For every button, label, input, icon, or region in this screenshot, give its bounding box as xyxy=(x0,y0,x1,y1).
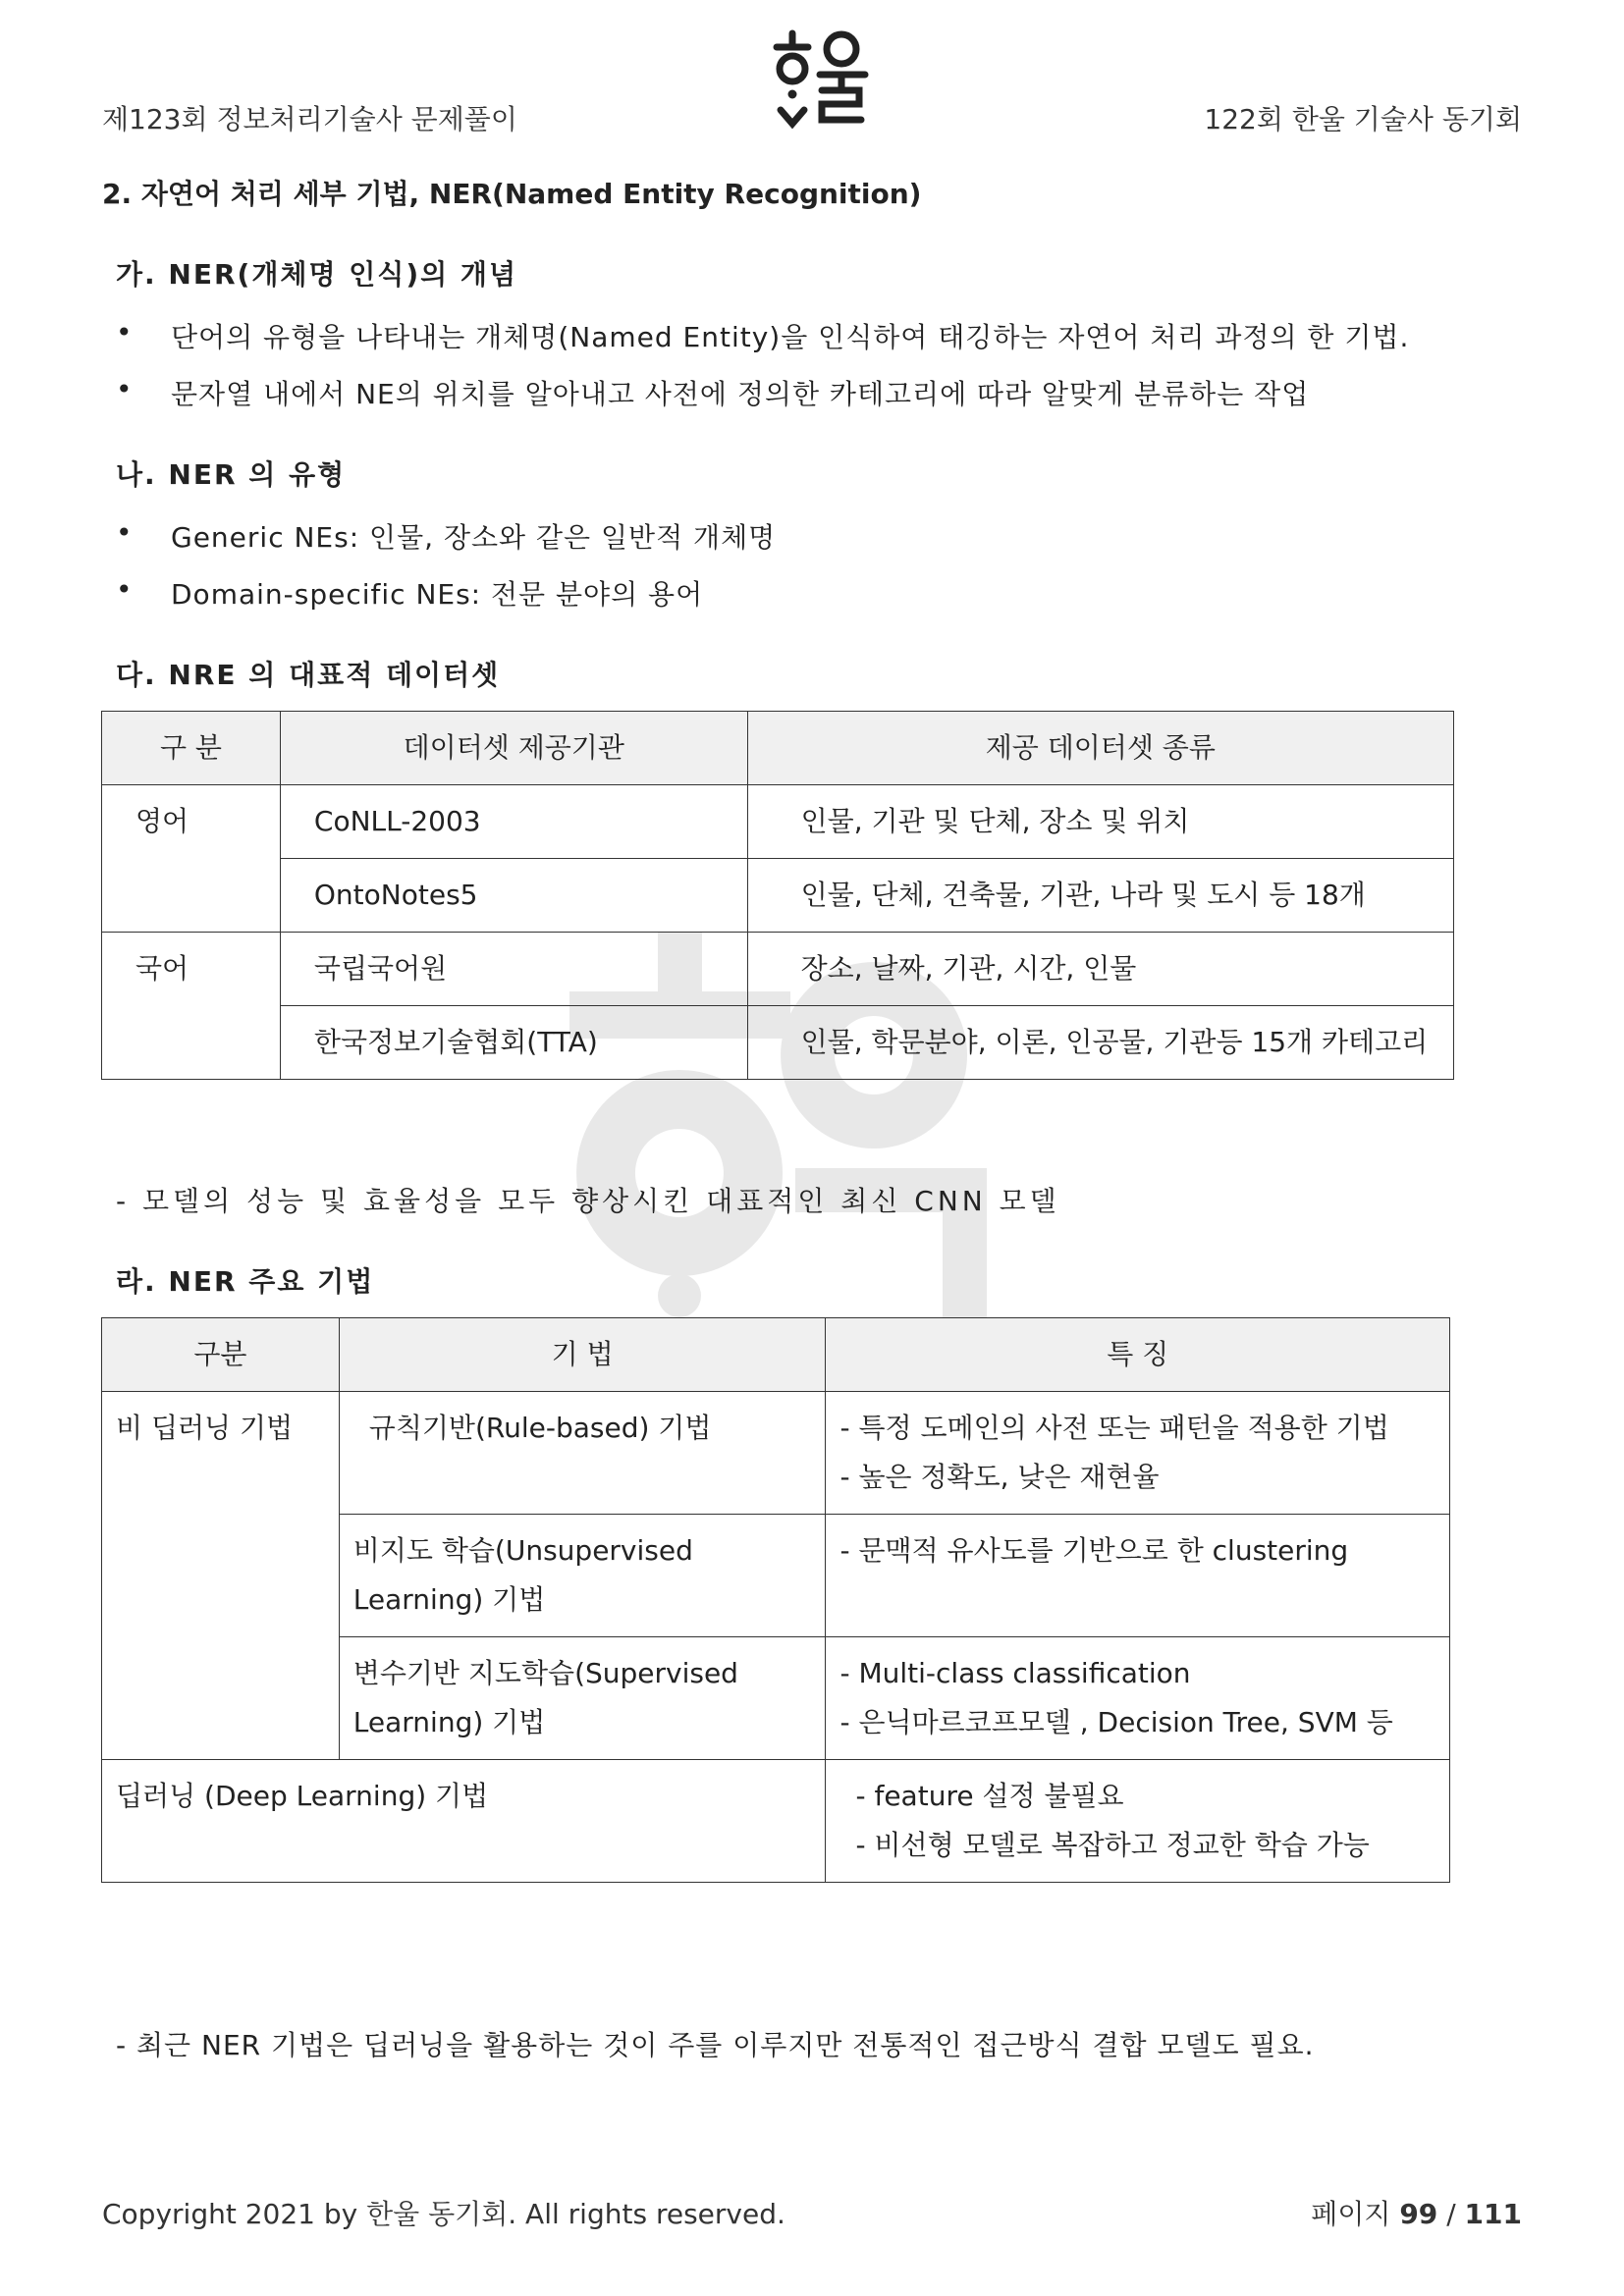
types-cell: 인물, 기관 및 단체, 장소 및 위치 xyxy=(747,785,1453,859)
feature-item: - 비선형 모델로 복잡하고 정교한 학습 가능 xyxy=(855,1829,1370,1861)
header-left: 제123회 정보처리기술사 문제풀이 xyxy=(102,103,517,135)
dl-label: 딥러닝 (Deep Learning) 기법 xyxy=(102,1760,826,1883)
footer-copyright: Copyright 2021 by 한울 동기회. All rights reserved. xyxy=(102,2198,785,2230)
group-label-korean: 국어 xyxy=(102,933,281,1080)
feature-item: - 특정 도메인의 사전 또는 패턴을 적용한 기법 xyxy=(839,1412,1389,1444)
section-ra-note: - 최근 NER 기법은 딥러닝을 활용하는 것이 주를 이루지만 전통적인 접근방식 결합 모델도 필요. xyxy=(116,2029,1315,2061)
feature-item: - 높은 정확도, 낮은 재현율 xyxy=(839,1461,1160,1493)
col-header-category: 구 분 xyxy=(102,712,281,785)
bullet-dot: • xyxy=(116,573,133,606)
feature-item: - 문맥적 유사도를 기반으로 한 clustering xyxy=(839,1534,1349,1567)
types-cell: 장소, 날짜, 기관, 시간, 인물 xyxy=(747,933,1453,1006)
table-row xyxy=(102,859,1454,933)
section-ra-heading: 라. NER 주요 기법 xyxy=(116,1265,375,1298)
types-cell: 인물, 단체, 건축물, 기관, 나라 및 도시 등 18개 xyxy=(747,859,1453,933)
table-row xyxy=(102,1392,1450,1515)
bullet-dot: • xyxy=(116,373,133,405)
col-header-method: 기 법 xyxy=(339,1318,826,1392)
page-label: 페이지 xyxy=(1311,2198,1391,2230)
doc-title: 2. 자연어 처리 세부 기법, NER(Named Entity Recognition) xyxy=(102,178,922,210)
bullet-dot: • xyxy=(116,516,133,549)
section-da-heading: 다. NRE 의 대표적 데이터셋 xyxy=(116,659,501,691)
table-row xyxy=(102,785,1454,859)
section-na-heading: 나. NER 의 유형 xyxy=(116,458,347,491)
page-sep: / xyxy=(1446,2198,1456,2230)
section-ga-bullet-1: 단어의 유형을 나타내는 개체명(Named Entity)을 인식하여 태깅하는 자연어 처리 과정의 한 기법. xyxy=(171,321,1410,353)
method-cell: 규칙기반(Rule-based) 기법 xyxy=(339,1392,826,1515)
feature-item: - Multi-class classification xyxy=(839,1657,1191,1689)
section-ga-heading: 가. NER(개체명 인식)의 개념 xyxy=(116,258,518,291)
page-number xyxy=(1311,2193,1522,2232)
section-ga-bullet-2: 문자열 내에서 NE의 위치를 알아내고 사전에 정의한 카테고리에 따라 알맞게 분류하는 작업 xyxy=(171,378,1310,410)
col-header-types: 제공 데이터셋 종류 xyxy=(747,712,1453,785)
section-na-bullet-2: Domain-specific NEs: 전문 분야의 용어 xyxy=(171,578,704,611)
provider-cell: OntoNotes5 xyxy=(280,859,747,933)
features-cell xyxy=(826,1392,1450,1515)
methods-table xyxy=(101,1317,1450,1883)
col-header-category: 구분 xyxy=(102,1318,340,1392)
table-row xyxy=(102,933,1454,1006)
col-header-features: 특 징 xyxy=(826,1318,1450,1392)
provider-cell: CoNLL-2003 xyxy=(280,785,747,859)
method-cell: 비지도 학습(Unsupervised Learning) 기법 xyxy=(339,1515,826,1637)
provider-cell: 국립국어원 xyxy=(280,933,747,1006)
col-header-provider: 데이터셋 제공기관 xyxy=(280,712,747,785)
header-right: 122회 한울 기술사 동기회 xyxy=(1204,103,1522,135)
page-current: 99 xyxy=(1399,2198,1438,2230)
features-cell xyxy=(826,1515,1450,1637)
table-row xyxy=(102,1760,1450,1883)
feature-item: - 은닉마르코프모델 , Decision Tree, SVM 등 xyxy=(839,1706,1393,1738)
table-row xyxy=(102,1006,1454,1080)
dataset-table xyxy=(101,711,1454,1080)
features-cell xyxy=(826,1637,1450,1760)
feature-item: - feature 설정 불필요 xyxy=(855,1780,1124,1812)
types-cell: 인물, 학문분야, 이론, 인공물, 기관등 15개 카테고리 xyxy=(747,1006,1453,1080)
section-da-note: - 모델의 성능 및 효율성을 모두 향상시킨 대표적인 최신 CNN 모델 xyxy=(116,1185,1060,1217)
page-total: 111 xyxy=(1464,2198,1522,2230)
method-cell: 변수기반 지도학습(Supervised Learning) 기법 xyxy=(339,1637,826,1760)
section-na-bullet-1: Generic NEs: 인물, 장소와 같은 일반적 개체명 xyxy=(171,521,777,554)
hanul-logo xyxy=(771,27,869,132)
provider-cell: 한국정보기술협회(TTA) xyxy=(280,1006,747,1080)
nondl-label: 비 딥러닝 기법 xyxy=(102,1392,340,1760)
features-cell xyxy=(826,1760,1450,1883)
group-label-english: 영어 xyxy=(102,785,281,933)
table-header-row xyxy=(102,1318,1450,1392)
bullet-dot: • xyxy=(116,316,133,348)
table-header-row xyxy=(102,712,1454,785)
